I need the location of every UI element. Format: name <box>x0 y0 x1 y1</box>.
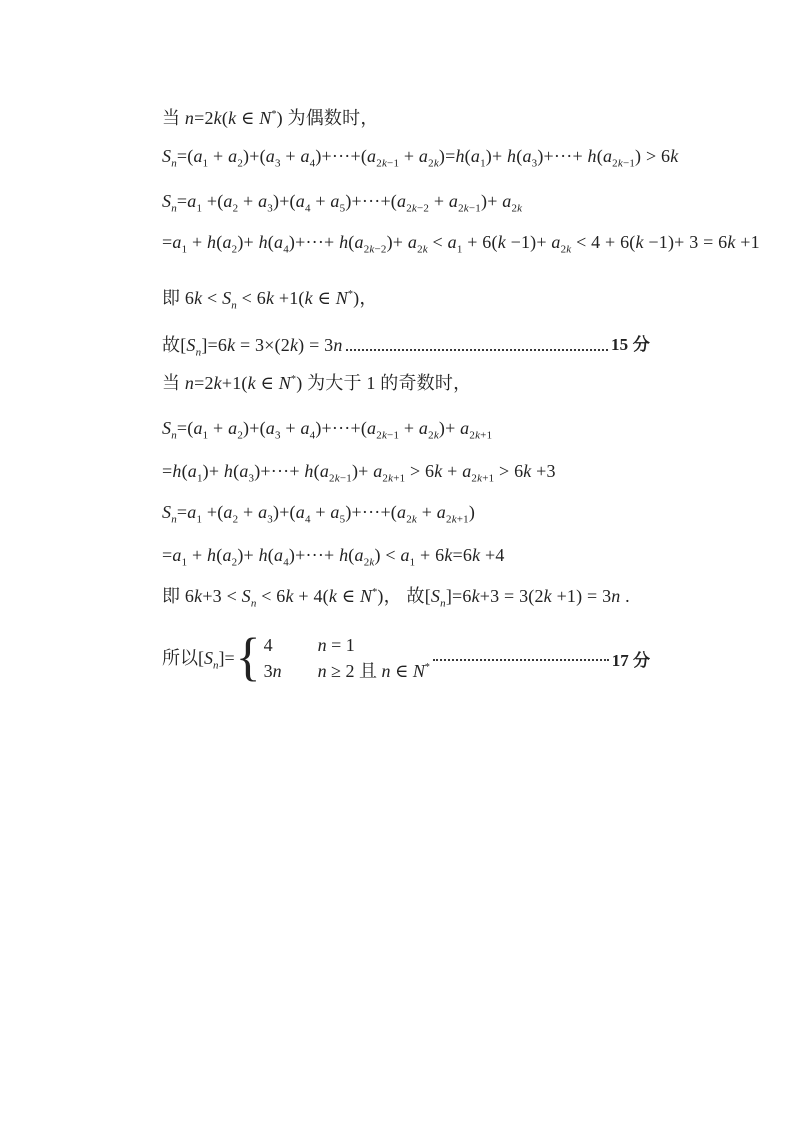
formula-lower-bound-odd: $=h(a_1)+ h(a_3)+\cdot\cdot\cdot+ h(a_{2k-1})+ a_{2k+1} > 6k + a_{2k+1} > 6k +3$ <box>162 461 556 485</box>
dotted-leader <box>346 349 608 351</box>
inequality-odd-and-floor: 即 $6k+3 < S_n < 6k + 4(k$ ∈ N*)， 故$[S_n]=6k+3 = 3(2k +1) = 3n$ . <box>162 586 630 610</box>
case-odd-intro: 当 n=2k+1(k ∈ N*) 为大于 1 的奇数时， <box>162 373 472 393</box>
case-row-n-ge-2 <box>264 658 430 684</box>
case-even-intro: 当 n=2k(k ∈ N*) 为偶数时， <box>162 108 379 128</box>
formula-upper-bound-odd: $=a_1 + h(a_2)+ h(a_4)+\cdot\cdot\cdot+ h(a_{2k}) < a_1 + 6k=6k +4$ <box>162 545 505 569</box>
left-brace: { <box>235 628 261 687</box>
case-row-n1 <box>264 632 430 658</box>
score-badge-17: 17 分 <box>611 650 650 670</box>
formula-sum-pairing-even-2: $S_n=a_1 +(a_2 + a_3)+(a_4 + a_5)+\cdot\cdot\cdot+(a_{2k-2} + a_{2k-1})+ a_{2k}$ <box>162 191 523 215</box>
formula-upper-bound-even: $=a_1 + h(a_2)+ h(a_4)+\cdot\cdot\cdot+ h(a_{2k-2})+ a_{2k} < a_1 + 6(k -1)+ a_{2k} < 4 + 6(k -1)+ 3 = 6k +1$ <box>162 232 760 256</box>
score-line-15 <box>162 333 650 357</box>
formula-sum-pairing-odd-2: $S_n=a_1 +(a_2 + a_3)+(a_4 + a_5)+\cdot\cdot\cdot+(a_{2k} + a_{2k+1})$ <box>162 502 476 526</box>
formula-sum-pairing-odd-1: $S_n=(a_1 + a_2)+(a_3 + a_4)+\cdot\cdot\cdot+(a_{2k-1} + a_{2k})+ a_{2k+1}$ <box>162 418 493 442</box>
conclusion-line <box>162 628 650 687</box>
case-value: 4 <box>263 635 273 655</box>
dotted-leader <box>433 659 609 661</box>
piecewise-cases <box>264 632 430 684</box>
case-value: 3n <box>263 661 282 681</box>
solution-content <box>162 106 762 687</box>
formula-sum-pairing-even-1: $S_n=(a_1 + a_2)+(a_3 + a_4)+\cdot\cdot\cdot+(a_{2k-1} + a_{2k})=h(a_1)+ h(a_3)+\cdot\cdot\cdot+ h(a_{2k-1}) > 6k$ <box>162 146 679 170</box>
score-badge-15: 15 分 <box>610 335 650 354</box>
case-condition: n ≥ 2 且 n ∈ N* <box>317 661 430 681</box>
case-condition: n = 1 <box>317 635 355 655</box>
floor-formula-even: 故$[S_n]=6k = 3\times(2k) = 3n$ <box>162 335 343 359</box>
conclusion-prefix: 所以$[S_n]=$ <box>162 648 235 672</box>
inequality-even: 即 $6k < S_n < 6k +1(k$ ∈ N*)， <box>162 288 378 312</box>
